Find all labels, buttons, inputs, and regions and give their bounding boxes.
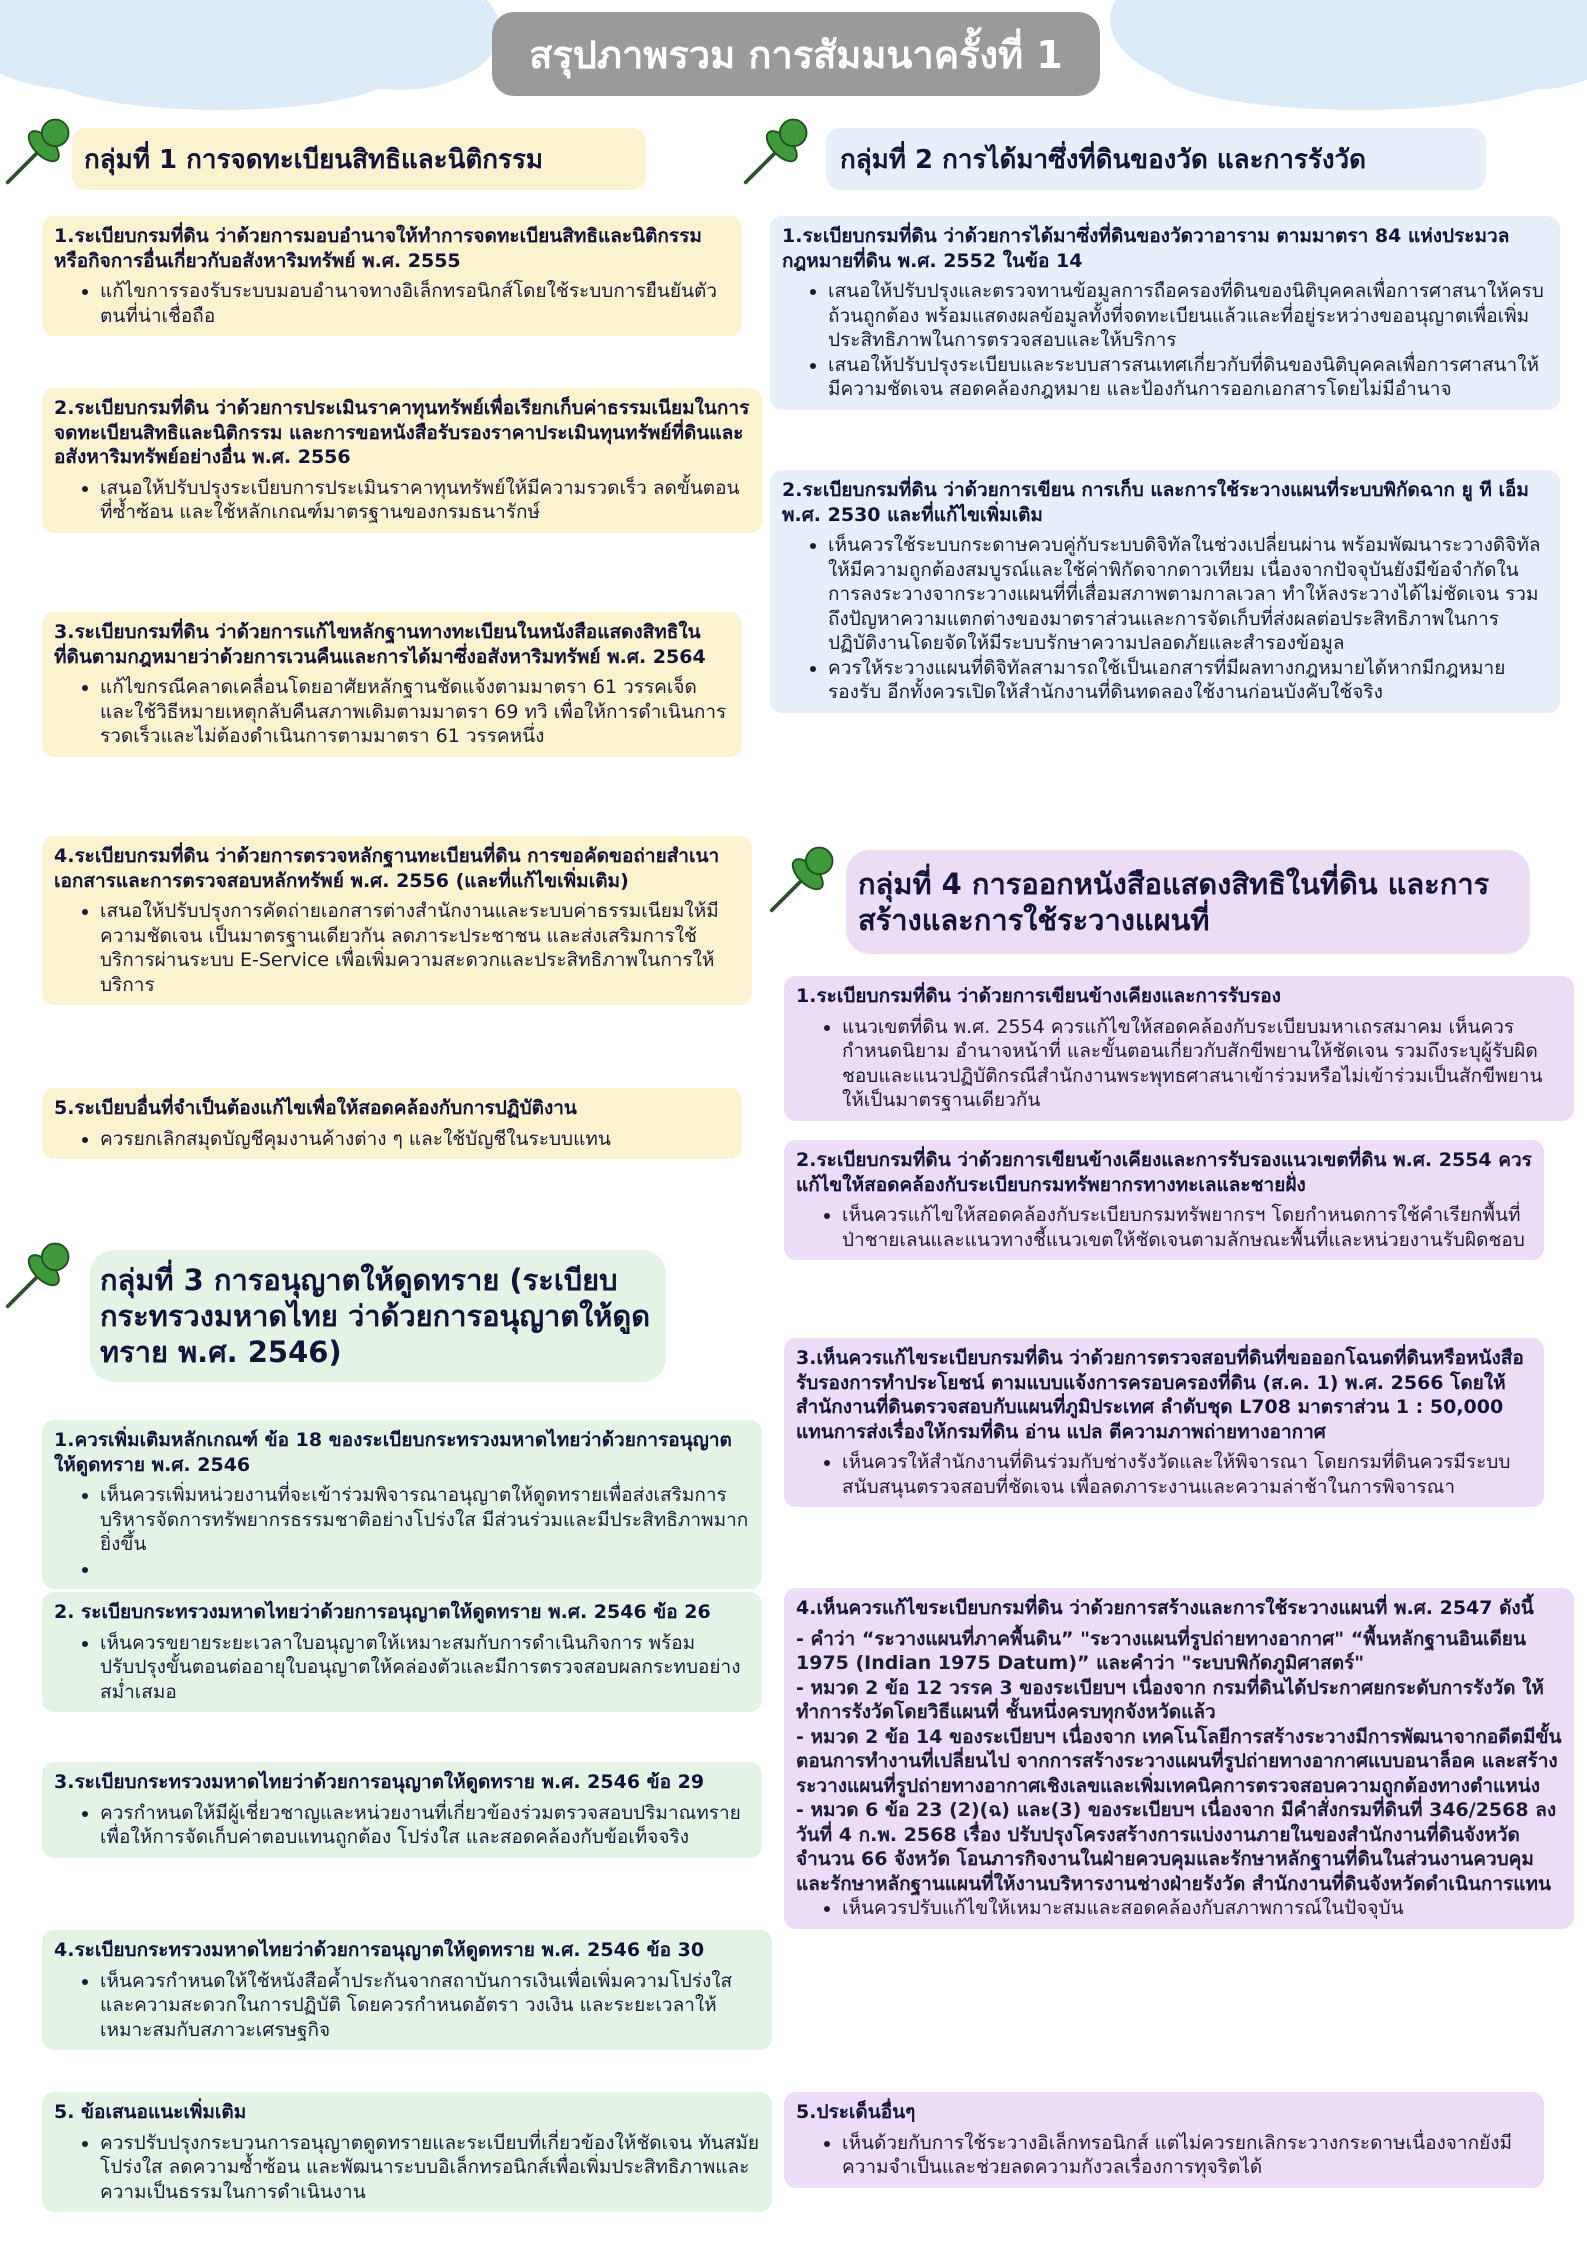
group-3-title: กลุ่มที่ 3 การอนุญาตให้ดูดทราย (ระเบียบกระทรวงมหาดไทย ว่าด้วยการอนุญาตให้ดูดทราย พ.ศ. 2546) <box>90 1250 666 1382</box>
group-1-title: กลุ่มที่ 1 การจดทะเบียนสิทธิและนิติกรรม <box>72 128 646 190</box>
item-heading: 3.เห็นควรแก้ไขระเบียบกรมที่ดิน ว่าด้วยการตรวจสอบที่ดินที่ขอออกโฉนดที่ดินหรือหนังสือรับรองการทำประโยชน์ ตามแบบแจ้งการครอบครองที่ดิน (ส.ค. 1) พ.ศ. 2566 โดยให้สำนักงานที่ดินตรวจสอบกับแผนที่ภูมิประเทศ ลำดับชุด L708 มาตราส่วน 1 : 50,000 แทนการส่งเรื่องให้กรมที่ดิน อ่าน แปล ตีความภาพถ่ายทางอากาศ <box>796 1347 1524 1443</box>
group-4-item-2 <box>784 1140 1544 1260</box>
item-heading: 1.ระเบียบกรมที่ดิน ว่าด้วยการเขียนข้างเคียงและการรับรอง <box>796 985 1281 1007</box>
item-line: - คำว่า “ระวางแผนที่ภาคพื้นดิน” "ระวางแผนที่รูปถ่ายทางอากาศ" “พื้นหลักฐานอินเดียน 1975 (Indian 1975 Datum)” และคำว่า "ระบบพิกัดภูมิศาสตร์" <box>796 1627 1526 1674</box>
item-heading: 1.ระเบียบกรมที่ดิน ว่าด้วยการมอบอำนาจให้ทำการจดทะเบียนสิทธิและนิติกรรม หรือกิจการอื่นเกี่ยวกับอสังหาริมทรัพย์ พ.ศ. 2555 <box>54 225 702 272</box>
item-heading: 2.ระเบียบกรมที่ดิน ว่าด้วยการเขียน การเก็บ และการใช้ระวางแผนที่ระบบพิกัดฉาก ยู ที เอ็ม พ.ศ. 2530 และที่แก้ไขเพิ่มเติม <box>782 479 1529 526</box>
item-bullet: • เห็นควรแก้ไขให้สอดคล้องกับระเบียบกรมทรัพยากรฯ โดยกำหนดการใช้คำเรียกพื้นที่ป่าชายเลนและแนวทางชี้แนวเขตให้ชัดเจนตามลักษณะพื้นที่และหน่วยงานรับผิดชอบ <box>842 1203 1532 1252</box>
item-bullet: • ควรปรับปรุงกระบวนการอนุญาตดูดทรายและระเบียบที่เกี่ยวข้องให้ชัดเจน ทันสมัย โปร่งใส ลดความซ้ำซ้อน และพัฒนาระบบอิเล็กทรอนิกส์เพื่อเพิ่มประสิทธิภาพและความเป็นธรรมในการดำเนินงาน <box>100 2131 760 2205</box>
item-bullet: • เห็นควรกำหนดให้ใช้หนังสือค้ำประกันจากสถาบันการเงินเพื่อเพิ่มความโปร่งใสและความสะดวกในการปฏิบัติ โดยควรกำหนดอัตรา วงเงิน และระยะเวลาให้เหมาะสมกับสภาวะเศรษฐกิจ <box>100 1969 760 2043</box>
item-bullet: • แนวเขตที่ดิน พ.ศ. 2554 ควรแก้ไขให้สอดคล้องกับระเบียบมหาเถรสมาคม เห็นควรกำหนดนิยาม อำนาจหน้าที่ และขั้นตอนเกี่ยวกับสักขีพยานให้ชัดเจน รวมถึงระบุผู้รับผิดชอบและแนวปฏิบัติกรณีสำนักงานพระพุทธศาสนาเข้าร่วมหรือไม่เข้าร่วมเป็นสักขีพยานให้เป็นมาตรฐานเดียวกัน <box>842 1015 1562 1113</box>
group-1-item-5 <box>42 1088 742 1159</box>
group-2-item-1 <box>770 216 1560 410</box>
item-heading: 3.ระเบียบกรมที่ดิน ว่าด้วยการแก้ไขหลักฐานทางทะเบียนในหนังสือแสดงสิทธิในที่ดินตามกฎหมายว่าด้วยการเวนคืนและการได้มาซึ่งอสังหาริมทรัพย์ พ.ศ. 2564 <box>54 621 706 668</box>
group-3-item-3 <box>42 1762 762 1858</box>
group-3-item-1 <box>42 1420 762 1589</box>
group-4-item-1 <box>784 976 1574 1121</box>
item-line: - หมวด 2 ข้อ 14 ของระเบียบฯ เนื่องจาก เทคโนโลยีการสร้างระวางมีการพัฒนาจากอดีตมีขั้นตอนการทำงานที่เปลี่ยนไป จากการสร้างระวางแผนที่รูปถ่ายทางอากาศแบบอนาล็อค และสร้างระวางแผนที่รูปถ่ายทางอากาศเชิงเลขและเพิ่มเทคนิคการตรวจสอบความถูกต้องทางตำแหน่ง <box>796 1725 1562 1797</box>
item-heading: 2.ระเบียบกรมที่ดิน ว่าด้วยการเขียนข้างเคียงและการรับรองแนวเขตที่ดิน พ.ศ. 2554 ควรแก้ไขให้สอดคล้องกับระเบียบกรมทรัพยากรทางทะเลและชายฝั่ง <box>796 1149 1532 1196</box>
item-bullet: • แก้ไขการรองรับระบบมอบอำนาจทางอิเล็กทรอนิกส์โดยใช้ระบบการยืนยันตัวตนที่น่าเชื่อถือ <box>100 279 730 328</box>
item-bullet: • เสนอให้ปรับปรุงและตรวจทานข้อมูลการถือครองที่ดินของนิติบุคคลเพื่อการศาสนาให้ครบถ้วนถูกต้อง พร้อมแสดงผลข้อมูลทั้งที่จดทะเบียนแล้วและที่อยู่ระหว่างขออนุญาตเพื่อเพิ่มประสิทธิภาพในการตรวจสอบและให้บริการ <box>828 279 1548 353</box>
item-heading: 2. ระเบียบกระทรวงมหาดไทยว่าด้วยการอนุญาตให้ดูดทราย พ.ศ. 2546 ข้อ 26 <box>54 1601 711 1623</box>
group-4-title: กลุ่มที่ 4 การออกหนังสือแสดงสิทธิในที่ดิน และการสร้างและการใช้ระวางแผนที่ <box>846 850 1530 954</box>
item-bullet: • ควรให้ระวางแผนที่ดิจิทัลสามารถใช้เป็นเอกสารที่มีผลทางกฎหมายได้หากมีกฎหมายรองรับ อีกทั้งควรเปิดให้สำนักงานที่ดินทดลองใช้งานก่อนบังคับใช้จริง <box>828 656 1548 705</box>
push-pin-icon <box>740 112 816 188</box>
item-heading: 1.ควรเพิ่มเติมหลักเกณฑ์ ข้อ 18 ของระเบียบกระทรวงมหาดไทยว่าด้วยการอนุญาตให้ดูดทราย พ.ศ. 2546 <box>54 1429 732 1476</box>
item-bullet: • เสนอให้ปรับปรุงระเบียบและระบบสารสนเทศเกี่ยวกับที่ดินของนิติบุคคลเพื่อการศาสนาให้มีความชัดเจน สอดคล้องกฎหมาย และป้องกันการออกเอกสารโดยไม่มีอำนาจ <box>828 353 1548 402</box>
item-bullet: • เห็นควรขยายระยะเวลาใบอนุญาตให้เหมาะสมกับการดำเนินกิจการ พร้อมปรับปรุงขั้นตอนต่ออายุใบอนุญาตให้คล่องตัวและมีการตรวจสอบผลกระทบอย่างสม่ำเสมอ <box>100 1631 750 1705</box>
item-bullet: • เห็นควรให้สำนักงานที่ดินร่วมกับช่างรังวัดและให้พิจารณา โดยกรมที่ดินควรมีระบบสนับสนุนตรวจสอบที่ชัดเจน เพื่อลดภาระงานและความล่าช้าในการพิจารณา <box>842 1450 1532 1499</box>
item-heading: 4.เห็นควรแก้ไขระเบียบกรมที่ดิน ว่าด้วยการสร้างและการใช้ระวางแผนที่ พ.ศ. 2547 ดังนี้ <box>796 1597 1534 1619</box>
push-pin-icon <box>2 1236 78 1312</box>
item-heading: 5.ประเด็นอื่นๆ <box>796 2101 916 2123</box>
page-title: สรุปภาพรวม การสัมมนาครั้งที่ 1 <box>492 12 1100 96</box>
group-1-item-2 <box>42 388 762 533</box>
group-1-item-1 <box>42 216 742 336</box>
item-bullet: • ควรยกเลิกสมุดบัญชีคุมงานค้างต่าง ๆ และใช้บัญชีในระบบแทน <box>100 1127 730 1152</box>
item-heading: 2.ระเบียบกรมที่ดิน ว่าด้วยการประเมินราคาทุนทรัพย์เพื่อเรียกเก็บค่าธรรมเนียมในการจดทะเบียนสิทธิและนิติกรรม และการขอหนังสือรับรองราคาประเมินทุนทรัพย์ที่ดินและอสังหาริมทรัพย์อย่างอื่น พ.ศ. 2556 <box>54 397 750 468</box>
item-heading: 1.ระเบียบกรมที่ดิน ว่าด้วยการได้มาซึ่งที่ดินของวัดวาอาราม ตามมาตรา 84 แห่งประมวลกฎหมายที่ดิน พ.ศ. 2552 ในข้อ 14 <box>782 225 1510 272</box>
item-bullet: • เห็นควรเพิ่มหน่วยงานที่จะเข้าร่วมพิจารณาอนุญาตให้ดูดทรายเพื่อส่งเสริมการบริหารจัดการทรัพยากรธรรมชาติอย่างโปร่งใส มีส่วนร่วมและมีประสิทธิภาพมากยิ่งขึ้น <box>100 1483 750 1557</box>
group-1-item-3 <box>42 612 742 757</box>
group-1-item-4 <box>42 836 752 1005</box>
item-bullet: • เสนอให้ปรับปรุงระเบียบการประเมินราคาทุนทรัพย์ให้มีความรวดเร็ว ลดขั้นตอนที่ซ้ำซ้อน และใช้หลักเกณฑ์มาตรฐานของกรมธนารักษ์ <box>100 476 750 525</box>
item-heading: 3.ระเบียบกระทรวงมหาดไทยว่าด้วยการอนุญาตให้ดูดทราย พ.ศ. 2546 ข้อ 29 <box>54 1771 705 1793</box>
item-line: - หมวด 6 ข้อ 23 (2)(ฉ) และ(3) ของระเบียบฯ เนื่องจาก มีคำสั่งกรมที่ดินที่ 346/2568 ลงวันที่ 4 ก.พ. 2568 เรื่อง ปรับปรุงโครงสร้างการแบ่งงานภายในของสำนักงานที่ดินจังหวัด จำนวน 66 จังหวัด โอนภารกิจงานในฝ่ายควบคุมและรักษาหลักฐานที่ดินในส่วนงานควบคุมและรักษาหลักฐานแผนที่ให้งานบริหารงานช่างฝ่ายรังวัด สำนักงานที่ดินจังหวัดดำเนินการแทน <box>796 1799 1557 1895</box>
item-heading: 5. ข้อเสนอแนะเพิ่มเติม <box>54 2101 247 2123</box>
item-heading: 4.ระเบียบกรมที่ดิน ว่าด้วยการตรวจหลักฐานทะเบียนที่ดิน การขอคัดขอถ่ายสำเนาเอกสารและการตรวจสอบหลักทรัพย์ พ.ศ. 2556 (และที่แก้ไขเพิ่มเติม) <box>54 845 720 892</box>
group-4-item-3 <box>784 1338 1544 1507</box>
item-bullet: • แก้ไขกรณีคลาดเคลื่อนโดยอาศัยหลักฐานชัดแจ้งตามมาตรา 61 วรรคเจ็ด และใช้วิธีหมายเหตุกลับคืนสภาพเดิมตามมาตรา 69 ทวิ เพื่อให้การดำเนินการรวดเร็วและไม่ต้องดำเนินการตามมาตรา 61 วรรคหนึ่ง <box>100 675 730 749</box>
push-pin-icon <box>766 840 842 916</box>
item-bullet: • เห็นควรใช้ระบบกระดาษควบคู่กับระบบดิจิทัลในช่วงเปลี่ยนผ่าน พร้อมพัฒนาระวางดิจิทัลให้มีความถูกต้องสมบูรณ์และใช้ค่าพิกัดจากดาวเทียม เนื่องจากปัจจุบันยังมีข้อจำกัดในการลงระวางจากระวางแผนที่ที่เสื่อมสภาพตามกาลเวลา ทำให้ลงระวางได้ไม่ชัดเจน รวมถึงปัญหาความแตกต่างของมาตราส่วนและการจัดเก็บที่ส่งผลต่อประสิทธิภาพในการปฏิบัติงานโดยจัดให้มีระบบรักษาความปลอดภัยและสำรองข้อมูล <box>828 533 1548 656</box>
item-line: - หมวด 2 ข้อ 12 วรรค 3 ของระเบียบฯ เนื่องจาก กรมที่ดินได้ประกาศยกระดับการรังวัด ให้ทำการรังวัดโดยวิธีแผนที่ ชั้นหนึ่งครบทุกจังหวัดแล้ว <box>796 1676 1544 1723</box>
group-3-item-5 <box>42 2092 772 2212</box>
item-bullet: • เสนอให้ปรับปรุงการคัดถ่ายเอกสารต่างสำนักงานและระบบค่าธรรมเนียมให้มีความชัดเจน เป็นมาตรฐานเดียวกัน ลดภาระประชาชน และส่งเสริมการใช้บริการผ่านระบบ E-Service เพื่อเพิ่มความสะดวกและประสิทธิภาพในการให้บริการ <box>100 899 740 997</box>
item-bullet: • เห็นควรปรับแก้ไขให้เหมาะสมและสอดคล้องกับสภาพการณ์ในปัจจุบัน <box>842 1896 1562 1921</box>
push-pin-icon <box>2 112 78 188</box>
item-bullet-empty <box>100 1557 750 1582</box>
item-bullet: • เห็นด้วยกับการใช้ระวางอิเล็กทรอนิกส์ แต่ไม่ควรยกเลิกระวางกระดาษเนื่องจากยังมีความจำเป็นและช่วยลดความกังวลเรื่องการทุจริตได้ <box>842 2131 1532 2180</box>
group-2-title: กลุ่มที่ 2 การได้มาซึ่งที่ดินของวัด และการรังวัด <box>826 128 1486 190</box>
group-4-item-4 <box>784 1588 1574 1929</box>
group-4-item-5 <box>784 2092 1544 2188</box>
item-bullet: • ควรกำหนดให้มีผู้เชี่ยวชาญและหน่วยงานที่เกี่ยวข้องร่วมตรวจสอบปริมาณทราย เพื่อให้การจัดเก็บค่าตอบแทนถูกต้อง โปร่งใส และสอดคล้องกับข้อเท็จจริง <box>100 1801 750 1850</box>
item-heading: 5.ระเบียบอื่นที่จำเป็นต้องแก้ไขเพื่อให้สอดคล้องกับการปฏิบัติงาน <box>54 1097 577 1119</box>
group-3-item-4 <box>42 1930 772 2050</box>
item-heading: 4.ระเบียบกระทรวงมหาดไทยว่าด้วยการอนุญาตให้ดูดทราย พ.ศ. 2546 ข้อ 30 <box>54 1939 705 1961</box>
group-3-item-2 <box>42 1592 762 1712</box>
group-2-item-2 <box>770 470 1560 713</box>
